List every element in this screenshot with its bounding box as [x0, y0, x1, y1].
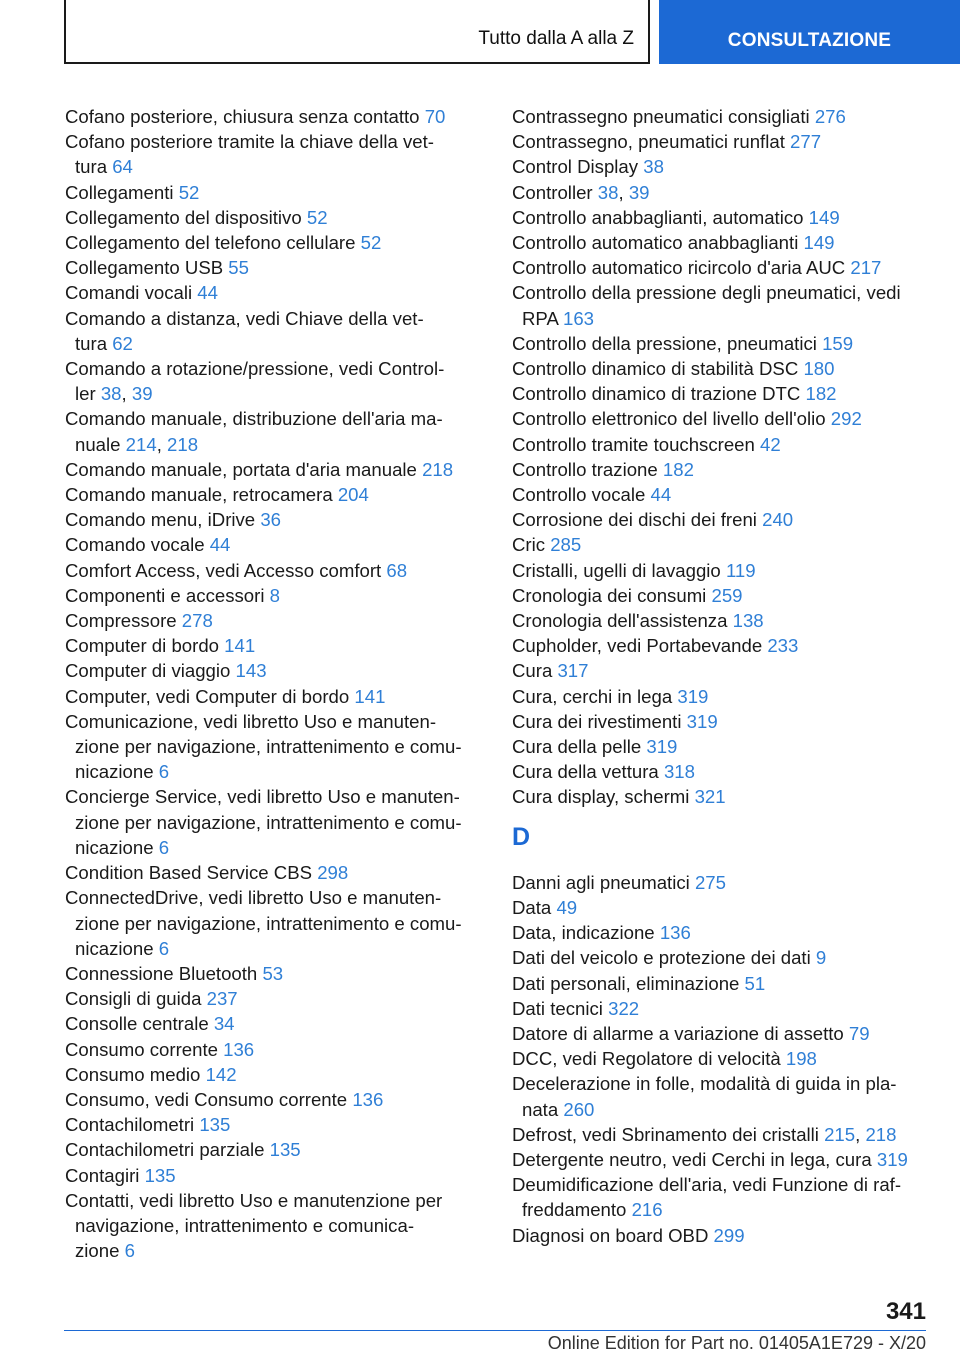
index-entry: [65, 230, 475, 255]
index-entry-text: Computer, vedi Computer di bordo: [65, 685, 355, 707]
index-entry-text: Cura display, schermi: [512, 786, 695, 808]
index-entry: [65, 482, 475, 507]
page-reference-link[interactable]: 216: [631, 1199, 663, 1221]
page-reference-link[interactable]: 218: [167, 433, 199, 455]
index-entry-text: Controllo elettronico del livello dell'olio: [512, 408, 831, 430]
page-reference-link[interactable]: 9: [815, 947, 827, 969]
index-entry-text: Comando manuale, distribuzione dell'aria ma-: [65, 408, 443, 430]
page-reference-link[interactable]: 278: [181, 610, 213, 632]
index-entry: [65, 1188, 475, 1264]
index-entry-text: Computer di viaggio: [65, 660, 236, 682]
index-entry: Defrost, vedi Sbrinamento dei cristalli 215, 218: [512, 1123, 897, 1145]
index-entry-text: Cura, cerchi in lega: [512, 685, 678, 707]
index-entry: [65, 306, 475, 356]
index-entry-text: nicazione: [75, 761, 159, 783]
index-entry-text: Controller: [512, 181, 598, 203]
index-entry: [65, 457, 475, 482]
page-reference-link[interactable]: 62: [112, 332, 133, 354]
index-entry: [65, 1112, 475, 1137]
index-entry: [512, 406, 932, 431]
index-entry-text: Collegamento del telefono cellulare: [65, 232, 361, 254]
index-entry: [65, 709, 475, 785]
index-entry: [65, 1163, 475, 1188]
footer-divider: [64, 1330, 926, 1331]
page-reference-link[interactable]: 53: [262, 962, 284, 984]
page-reference-link[interactable]: 6: [124, 1240, 135, 1262]
index-entry-text: Cronologia dei consumi: [512, 584, 712, 606]
page-reference-link[interactable]: 159: [822, 332, 854, 354]
page-reference-link[interactable]: 322: [608, 997, 640, 1019]
page-reference-link[interactable]: 6: [158, 937, 170, 959]
index-entry: [65, 860, 475, 885]
index-entry-text: Contachilometri parziale: [65, 1139, 270, 1161]
index-entry: [512, 658, 932, 683]
page-reference-link[interactable]: 39: [131, 383, 153, 405]
index-entry-text: Componenti e accessori: [65, 584, 270, 606]
page-reference-link[interactable]: 285: [550, 534, 582, 556]
index-entry-text: tura: [75, 156, 113, 178]
page-reference-link[interactable]: 38: [597, 181, 619, 203]
index-entry-text: Comando manuale, portata d'aria manuale: [65, 458, 423, 480]
index-entry-text: RPA: [522, 307, 563, 329]
page-reference-link[interactable]: 135: [199, 1114, 231, 1136]
index-entry-text: Comando vocale: [65, 534, 210, 556]
index-entry-text: Cura dei rivestimenti: [512, 710, 687, 732]
page-reference-link[interactable]: 38: [643, 156, 664, 178]
index-entry-text: Comfort Access, vedi Accesso comfort: [65, 559, 387, 581]
page-reference-link[interactable]: 275: [694, 871, 726, 893]
index-entry: [512, 507, 932, 532]
index-entry-text: nicazione: [75, 836, 159, 858]
index-entry: [512, 457, 932, 482]
index-entry: [65, 885, 475, 961]
index-entry: [512, 482, 932, 507]
index-entry-text: DCC, vedi Regolatore di velocità: [512, 1048, 786, 1070]
page-reference-link[interactable]: 233: [767, 635, 799, 657]
index-entry-text: tura: [75, 332, 113, 354]
index-entry-text: Controllo anabbaglianti, automatico: [512, 206, 809, 228]
index-entry-text: Cofano posteriore tramite la chiave della vet-: [65, 131, 434, 153]
index-entry: [512, 895, 932, 920]
index-entry-text: Consumo corrente: [65, 1038, 224, 1060]
index-entry-text: Controllo automatico anabbaglianti: [512, 232, 804, 254]
index-entry: [512, 230, 932, 255]
page-reference-link[interactable]: 6: [158, 761, 170, 783]
page-reference-link[interactable]: 141: [354, 685, 386, 707]
page-reference-link[interactable]: 51: [744, 972, 766, 994]
index-entry: [512, 129, 932, 154]
index-entry-text: Controllo dinamico di trazione DTC: [512, 383, 806, 405]
index-entry: [65, 1087, 475, 1112]
index-entry-text: Cronologia dell'assistenza: [512, 610, 733, 632]
index-entry: [65, 104, 475, 129]
page-reference-link[interactable]: 136: [223, 1038, 255, 1060]
index-entry-text: Connessione Bluetooth: [65, 962, 263, 984]
index-entry-text: Controllo della pressione degli pneumatici, vedi: [512, 282, 901, 304]
index-entry-text: Collegamento del dispositivo: [65, 206, 307, 228]
index-entry-text: Data, indicazione: [512, 922, 660, 944]
index-entry: [512, 583, 932, 608]
index-entry: [65, 784, 475, 860]
index-entry: [65, 1137, 475, 1162]
page-reference-link[interactable]: 38: [100, 383, 122, 405]
index-entry: [512, 759, 932, 784]
index-entry-text: zione: [75, 1240, 125, 1262]
page-reference-link[interactable]: 214: [125, 433, 157, 455]
index-entry: [512, 1071, 932, 1121]
index-entry-text: zione per navigazione, intrattenimento e comu-: [75, 736, 462, 758]
index-entry-text: Controllo della pressione, pneumatici: [512, 332, 823, 354]
page-reference-link[interactable]: 138: [732, 610, 764, 632]
page-reference-link[interactable]: 218: [865, 1123, 897, 1145]
page-number: 341: [885, 1298, 926, 1325]
page-reference-link[interactable]: 277: [790, 131, 822, 153]
page-reference-link[interactable]: 136: [659, 922, 691, 944]
index-entry: [512, 709, 932, 734]
page-reference-link[interactable]: 292: [830, 408, 862, 430]
index-entry-text: Consumo medio: [65, 1063, 206, 1085]
page-reference-link[interactable]: 52: [178, 181, 200, 203]
index-entry: [512, 971, 932, 996]
page-reference-link[interactable]: 319: [646, 736, 678, 758]
header-section-box: [64, 0, 650, 64]
index-entry-text: zione per navigazione, intrattenimento e comu-: [75, 811, 462, 833]
index-entry-text: Dati tecnici: [512, 997, 609, 1019]
page-reference-link[interactable]: 180: [803, 358, 835, 380]
page-reference-link[interactable]: 44: [650, 484, 672, 506]
index-entry-text: Comunicazione, vedi libretto Uso e manuten-: [65, 710, 437, 732]
index-entry: [512, 996, 932, 1021]
page-reference-link[interactable]: 149: [803, 232, 835, 254]
index-column-left: [65, 104, 475, 1263]
index-entry-text: Cura della vettura: [512, 761, 664, 783]
index-entry-text: Controllo automatico ricircolo d'aria AUC: [512, 257, 851, 279]
index-entry-text: Cupholder, vedi Portabevande: [512, 635, 768, 657]
index-entry-text: Consumo, vedi Consumo corrente: [65, 1088, 353, 1110]
page-reference-link[interactable]: 198: [785, 1048, 817, 1070]
index-entry: [65, 583, 475, 608]
index-entry-text: Cofano posteriore, chiusura senza contatto: [65, 106, 425, 127]
index-entry-text: Comando manuale, retrocamera: [65, 484, 338, 506]
page-reference-link[interactable]: 6: [158, 836, 170, 858]
page-reference-link[interactable]: 163: [563, 307, 595, 329]
page-reference-link[interactable]: 215: [824, 1123, 856, 1145]
index-entry-text: Datore di allarme a variazione di assetto: [512, 1022, 849, 1044]
index-entry: [65, 507, 475, 532]
index-entry: [65, 280, 475, 305]
index-entry-text: Condition Based Service CBS: [65, 862, 318, 884]
header-tab: [659, 0, 960, 64]
index-entry-text: Control Display: [512, 156, 644, 178]
page-reference-link[interactable]: 44: [209, 534, 231, 556]
index-entry-text: Deumidificazione dell'aria, vedi Funzione di raf-: [512, 1174, 902, 1196]
page-reference-link[interactable]: 217: [850, 257, 882, 279]
page-reference-link[interactable]: 42: [760, 433, 781, 455]
page-reference-link[interactable]: 237: [206, 988, 238, 1010]
index-entry: [65, 1037, 475, 1062]
index-entry-text: Consigli di guida: [65, 988, 207, 1010]
page-reference-link[interactable]: 135: [144, 1164, 176, 1186]
page-reference-link[interactable]: 143: [235, 660, 267, 682]
index-entry: [512, 633, 932, 658]
index-entry-text: Dati personali, eliminazione: [512, 972, 745, 994]
page-reference-link[interactable]: 260: [563, 1098, 595, 1120]
index-entry-text: Cristalli, ugelli di lavaggio: [512, 559, 726, 581]
index-entry-text: Controllo tramite touchscreen: [512, 433, 761, 455]
index-entry: [65, 1011, 475, 1036]
index-entry: [65, 255, 475, 280]
page-reference-link[interactable]: 182: [662, 458, 694, 480]
index-column-right: [512, 104, 932, 1248]
index-entry-text: Dati del veicolo e protezione dei dati: [512, 947, 816, 969]
page-reference-link[interactable]: 321: [694, 786, 726, 808]
index-entry: [512, 920, 932, 945]
page-reference-link[interactable]: 39: [628, 181, 650, 203]
index-section-letter: D: [512, 822, 531, 851]
page-reference-link[interactable]: 317: [557, 660, 589, 682]
page-reference-link[interactable]: 136: [352, 1088, 384, 1110]
index-entry: [512, 870, 932, 895]
page-reference-link[interactable]: 70: [424, 106, 446, 127]
page-reference-link[interactable]: 299: [713, 1224, 745, 1246]
index-entry-text: ConnectedDrive, vedi libretto Uso e manuten-: [65, 887, 442, 909]
index-entry: [512, 784, 932, 809]
header-tab-label: CONSULTAZIONE: [727, 30, 892, 51]
index-entry: [512, 1223, 932, 1248]
page-reference-link[interactable]: 119: [725, 559, 756, 581]
page-reference-link[interactable]: 204: [337, 484, 369, 506]
page-reference-link[interactable]: 68: [386, 559, 408, 581]
index-entry-text: Comando menu, iDrive: [65, 509, 261, 531]
index-entry-text: nuale: [75, 433, 126, 455]
index-entry: [65, 608, 475, 633]
index-entry-text: Contrassegno, pneumatici runflat: [512, 131, 791, 153]
index-entry-text: freddamento: [522, 1199, 632, 1221]
index-entry-text: Diagnosi on board OBD: [512, 1224, 714, 1246]
index-entry: [512, 1046, 932, 1071]
index-entry-text: nata: [522, 1098, 564, 1120]
index-entry-text: Defrost, vedi Sbrinamento dei cristalli: [512, 1123, 825, 1145]
index-entry: [65, 180, 475, 205]
index-entry: [65, 633, 475, 658]
page-reference-link[interactable]: 276: [814, 106, 846, 127]
page-reference-link[interactable]: 149: [808, 206, 840, 228]
index-entry: Comando a rotazione/pressione, vedi Control- ler 38, 39: [65, 358, 445, 405]
page-reference-link[interactable]: 79: [848, 1022, 870, 1044]
index-entry-text: Compressore: [65, 610, 182, 632]
index-entry-text: Contrassegno pneumatici consigliati: [512, 106, 815, 127]
index-entry-text: Computer di bordo: [65, 635, 225, 657]
index-entry-text: Consolle centrale: [65, 1013, 214, 1035]
page-reference-link[interactable]: 34: [213, 1013, 235, 1035]
index-entry: [512, 356, 932, 381]
page-reference-link[interactable]: 259: [711, 584, 743, 606]
index-entry: [512, 1147, 932, 1172]
page-reference-link[interactable]: 52: [360, 232, 382, 254]
page-reference-link[interactable]: 8: [269, 584, 280, 606]
index-entry-text: Danni agli pneumatici: [512, 871, 695, 893]
index-entry: [512, 381, 932, 406]
page-reference-link[interactable]: 52: [306, 206, 328, 228]
index-entry: [65, 986, 475, 1011]
index-entry: [65, 684, 475, 709]
index-entry: [512, 255, 932, 280]
index-entry: [512, 558, 932, 583]
page-reference-link[interactable]: 142: [205, 1063, 237, 1085]
index-entry-text: Comandi vocali: [65, 282, 198, 304]
index-entry: [65, 961, 475, 986]
index-entry: [512, 684, 932, 709]
index-entry-text: Contachilometri: [65, 1114, 200, 1136]
index-entry-text: Comando a distanza, vedi Chiave della vet-: [65, 307, 424, 329]
index-entry: [512, 945, 932, 970]
index-entry-text: zione per navigazione, intrattenimento e comu-: [75, 912, 462, 934]
page-reference-link[interactable]: 298: [317, 862, 349, 884]
index-entry-text: Contatti, vedi libretto Uso e manutenzione per: [65, 1189, 443, 1211]
page-reference-link[interactable]: 36: [260, 509, 282, 531]
index-entry-text: Controllo trazione: [512, 458, 663, 480]
index-entry: [65, 558, 475, 583]
index-entry: [65, 205, 475, 230]
index-entry: [512, 104, 932, 129]
index-entry: [512, 154, 932, 179]
page-reference-link[interactable]: 218: [422, 458, 454, 480]
index-entry: [65, 532, 475, 557]
page-reference-link[interactable]: 49: [556, 896, 578, 918]
page-reference-link[interactable]: 319: [677, 685, 709, 707]
page-reference-link[interactable]: 55: [228, 257, 249, 279]
index-entry-text: Comando a rotazione/pressione, vedi Control-: [65, 358, 445, 380]
index-entry-text: Controllo dinamico di stabilità DSC: [512, 358, 804, 380]
page-reference-link[interactable]: 240: [762, 509, 794, 531]
index-entry: [512, 608, 932, 633]
page-reference-link[interactable]: 319: [876, 1148, 908, 1170]
index-entry: Controller 38, 39: [512, 181, 650, 203]
index-entry: [65, 129, 475, 179]
index-entry-text: nicazione: [75, 937, 159, 959]
index-entry-text: Data: [512, 896, 557, 918]
page-reference-link[interactable]: 182: [805, 383, 837, 405]
page-reference-link[interactable]: 141: [224, 635, 256, 657]
index-entry: [512, 734, 932, 759]
index-entry-text: Decelerazione in folle, modalità di guida in pla-: [512, 1073, 897, 1095]
index-entry-text: Controllo vocale: [512, 484, 651, 506]
index-entry-text: Concierge Service, vedi libretto Uso e manuten-: [65, 786, 460, 808]
index-entry-text: Cric: [512, 534, 551, 556]
index-entry: [65, 658, 475, 683]
index-entry-text: Collegamenti: [65, 181, 179, 203]
page-reference-link[interactable]: 319: [686, 710, 718, 732]
page-reference-link[interactable]: 135: [269, 1139, 301, 1161]
index-entry-text: Detergente neutro, vedi Cerchi in lega, cura: [512, 1148, 877, 1170]
index-entry-text: Collegamento USB: [65, 257, 229, 279]
index-entry: [65, 1062, 475, 1087]
index-entry-text: Corrosione dei dischi dei freni: [512, 509, 763, 531]
index-entry-text: Cura della pelle: [512, 736, 647, 758]
page-reference-link[interactable]: 44: [197, 282, 218, 304]
index-entry-text: ler: [75, 383, 101, 405]
page-reference-link[interactable]: 318: [663, 761, 695, 783]
index-entry: [512, 432, 932, 457]
index-entry: [512, 1021, 932, 1046]
header-section-title: Tutto dalla A alla Z: [478, 28, 634, 49]
index-entry: [512, 1172, 932, 1222]
index-entry: [512, 280, 932, 330]
index-entry: [512, 205, 932, 230]
index-entry: Comando manuale, distribuzione dell'aria ma- nuale 214, 218: [65, 408, 443, 455]
index-entry-text: navigazione, intrattenimento e comunica-: [75, 1214, 415, 1236]
index-entry-text: Contagiri: [65, 1164, 145, 1186]
footer-edition-text: Online Edition for Part no. 01405A1E729 - X/20: [547, 1333, 926, 1353]
index-entry-text: Cura: [512, 660, 558, 682]
page-reference-link[interactable]: 64: [112, 156, 133, 178]
index-entry: [512, 532, 932, 557]
index-entry: [512, 331, 932, 356]
